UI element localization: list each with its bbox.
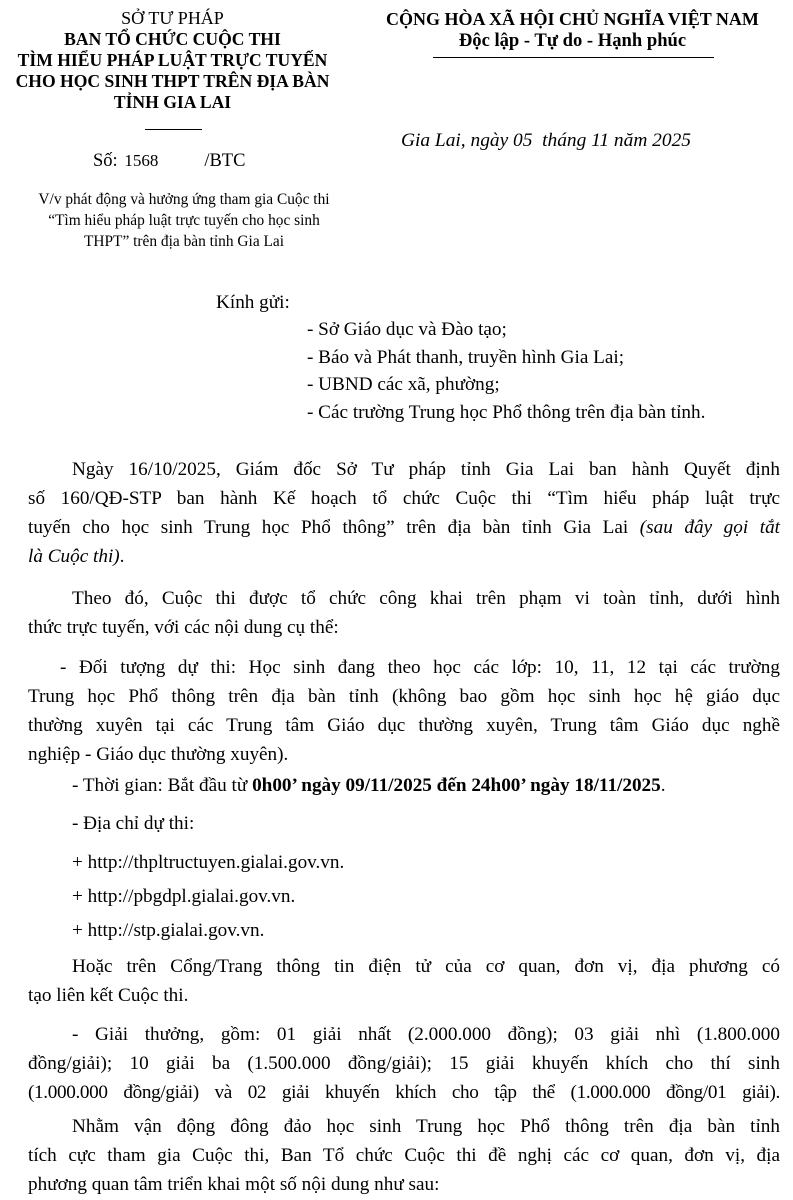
paragraph-decision xyxy=(28,455,780,571)
number-value: 1568 xyxy=(124,151,159,170)
board-line-3: CHO HỌC SINH THPT TRÊN ĐỊA BÀN xyxy=(15,71,330,91)
paragraph-request xyxy=(28,1112,780,1199)
p4-line-1: Hoặc trên Cổng/Trang thông tin điện tử của cơ quan, đơn vị, địa phương có xyxy=(72,956,780,977)
p4-line-2: tạo liên kết Cuộc thi. xyxy=(28,985,189,1006)
issue-date: Gia Lai, ngày 05 tháng 11 năm 2025 xyxy=(401,130,691,151)
national-motto: Độc lập - Tự do - Hạnh phúc xyxy=(458,30,687,51)
nation-name: CỘNG HÒA XÃ HỘI CHỦ NGHĨA VIỆT NAM xyxy=(386,9,759,29)
p2-line-1: Theo đó, Cuộc thi được tổ chức công khai trên phạm vi toàn tỉnh, dưới hình xyxy=(72,588,780,609)
p3-line-1: - Đối tượng dự thi: Học sinh đang theo học các lớp: 10, 11, 12 tại các trường xyxy=(60,657,780,678)
paragraph-eligibility xyxy=(28,653,780,769)
p3-line-2: Trung học Phổ thông trên địa bàn tỉnh (không bao gồm học sinh học hệ giáo dục xyxy=(28,686,780,707)
p5-line-2: đồng/giải); 10 giải ba (1.500.000 đồng/giải); 15 giải khuyến khích cho thí sinh xyxy=(28,1053,780,1074)
recipient-item: - Báo và Phát thanh, truyền hình Gia Lai; xyxy=(307,346,625,368)
address-link-3[interactable]: + http://stp.gialai.gov.vn. xyxy=(72,920,265,941)
left-header-underline xyxy=(145,129,202,130)
recipient-item: - Sở Giáo dục và Đào tạo; xyxy=(307,319,507,340)
p2-line-2: thức trực tuyến, với các nội dung cụ thể: xyxy=(28,617,339,638)
p6-line-2: tích cực tham gia Cuộc thi, Ban Tổ chức Cuộc thi đề nghị các cơ quan, đơn vị, địa xyxy=(28,1145,780,1166)
recipient-item: - Các trường Trung học Phổ thông trên địa bàn tỉnh. xyxy=(307,401,706,423)
address-link-1[interactable]: + http://thpltructuyen.gialai.gov.vn. xyxy=(72,852,345,873)
p5-line-1: - Giải thưởng, gồm: 01 giải nhất (2.000.000 đồng); 03 giải nhì (1.800.000 xyxy=(72,1024,780,1045)
board-line-1: BAN TỔ CHỨC CUỘC THI xyxy=(64,29,281,49)
board-line-2: TÌM HIỂU PHÁP LUẬT TRỰC TUYẾN xyxy=(17,50,328,70)
agency-name: SỞ TƯ PHÁP xyxy=(121,8,224,28)
paragraph-prizes xyxy=(28,1020,780,1107)
document-number xyxy=(93,150,245,172)
p6-line-3: phương quan tâm triển khai một số nội dung như sau: xyxy=(28,1174,440,1195)
subject-line-2: “Tìm hiểu pháp luật trực tuyến cho học sinh xyxy=(48,212,320,229)
national-heading-block xyxy=(352,8,793,52)
issuing-agency-block xyxy=(0,8,345,113)
recipient-item: - UBND các xã, phường; xyxy=(307,374,500,395)
paragraph-portal xyxy=(28,952,780,1010)
address-label: - Địa chỉ dự thi: xyxy=(72,813,195,834)
subject-line-3: THPT” trên địa bàn tỉnh Gia Lai xyxy=(83,233,285,250)
p1-line-2: số 160/QĐ-STP ban hành Kế hoạch tổ chức Cuộc thi “Tìm hiểu pháp luật trực xyxy=(28,488,780,509)
motto-underline xyxy=(433,57,714,58)
p1-line-1: Ngày 16/10/2025, Giám đốc Sở Tư pháp tỉnh Gia Lai ban hành Quyết định xyxy=(72,459,780,480)
p6-line-1: Nhằm vận động đông đảo học sinh Trung học Phổ thông trên địa bàn tỉnh xyxy=(72,1116,780,1137)
contest-time-range: 0h00’ ngày 09/11/2025 đến 24h00’ ngày 18/11/2025 xyxy=(252,775,661,796)
recipients-list xyxy=(307,316,705,426)
subject-line-1: V/v phát động và hưởng ứng tham gia Cuộc thi xyxy=(38,191,330,208)
p1-line-3: tuyến cho học sinh Trung học Phổ thông” trên địa bàn tỉnh Gia Lai (sau đây gọi tắt xyxy=(28,517,780,538)
number-suffix: /BTC xyxy=(204,151,246,171)
number-prefix: Số: xyxy=(93,151,118,171)
subject-block xyxy=(0,189,368,252)
p3-line-3: thường xuyên tại các Trung tâm Giáo dục thường xuyên, Trung tâm Giáo dục nghề xyxy=(28,715,780,736)
contest-time: - Thời gian: Bắt đầu từ 0h00’ ngày 09/11/2025 đến 24h00’ ngày 18/11/2025. xyxy=(72,775,666,796)
p1-line-4: là Cuộc thi). xyxy=(28,546,125,567)
p3-line-4: nghiệp - Giáo dục thường xuyên). xyxy=(28,744,289,765)
recipients-label: Kính gửi: xyxy=(216,292,290,313)
board-line-4: TỈNH GIA LAI xyxy=(113,92,232,112)
paragraph-overview xyxy=(28,584,780,642)
p5-line-3: (1.000.000 đồng/giải) và 02 giải khuyến khích cho tập thể (1.000.000 đồng/01 giải). xyxy=(28,1082,780,1103)
address-link-2[interactable]: + http://pbgdpl.gialai.gov.vn. xyxy=(72,886,296,907)
